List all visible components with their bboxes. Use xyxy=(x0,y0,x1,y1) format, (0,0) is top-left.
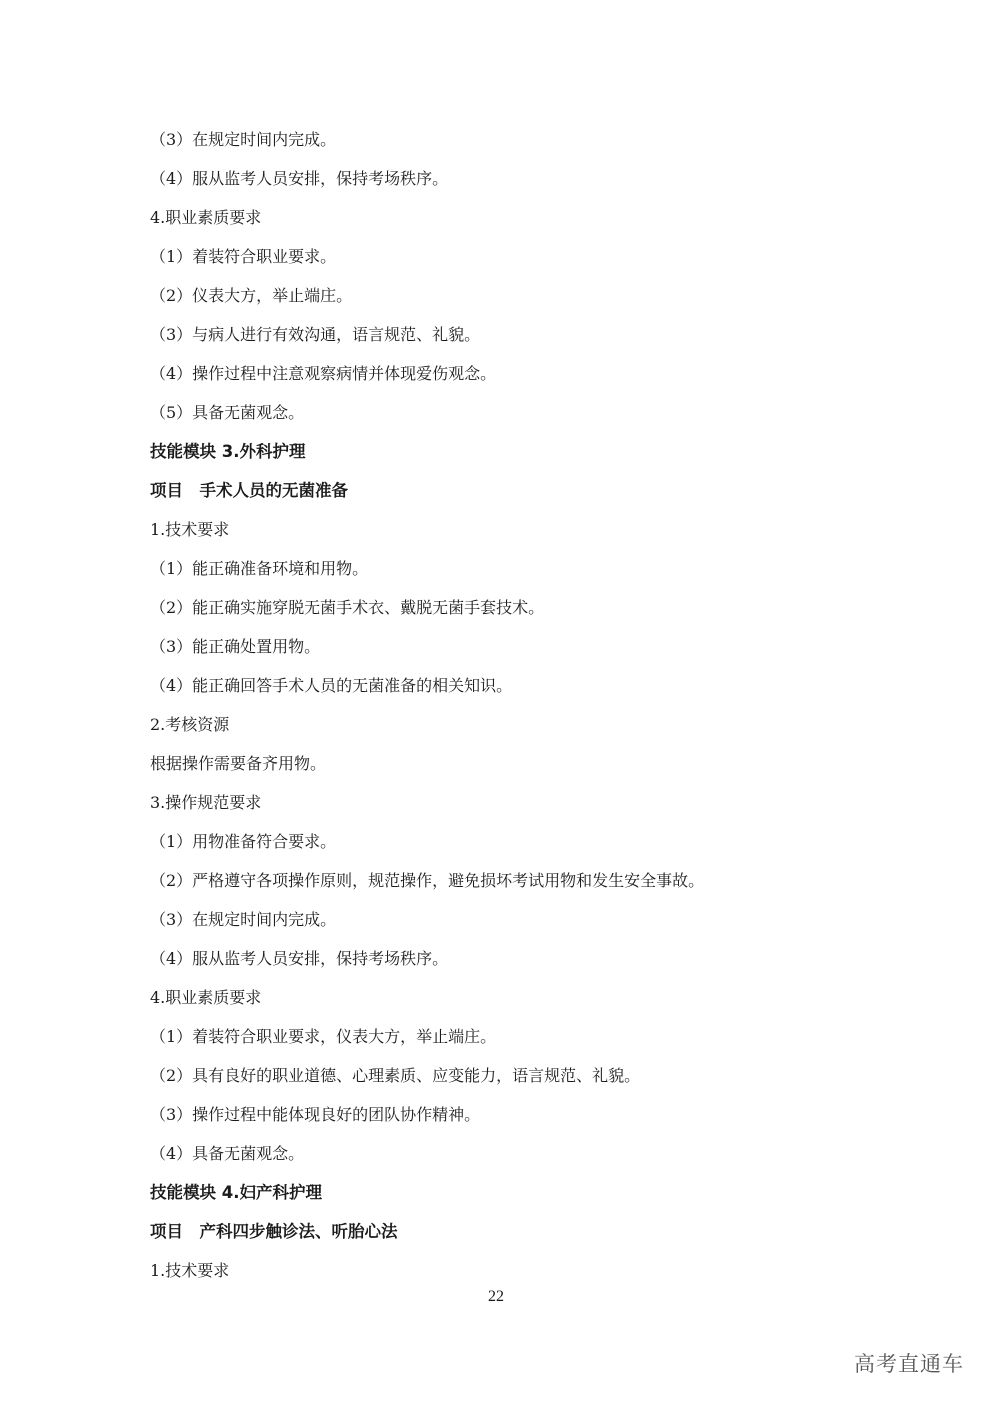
list-item: （2）能正确实施穿脱无菌手术衣、戴脱无菌手套技术。 xyxy=(150,598,545,617)
page-number: 22 xyxy=(488,1288,504,1305)
list-item: （4）能正确回答手术人员的无菌准备的相关知识。 xyxy=(150,676,513,695)
list-item: （1）用物准备符合要求。 xyxy=(150,832,337,851)
list-item: （4）服从监考人员安排，保持考场秩序。 xyxy=(150,169,449,188)
paragraph: 2.考核资源 xyxy=(150,715,230,734)
list-item: （4）服从监考人员安排，保持考场秩序。 xyxy=(150,949,449,968)
paragraph: 3.操作规范要求 xyxy=(150,793,262,812)
section-heading: 技能模块 4.妇产科护理 xyxy=(150,1183,322,1202)
list-item: （3）操作过程中能体现良好的团队协作精神。 xyxy=(150,1105,481,1124)
list-item: （3）与病人进行有效沟通，语言规范、礼貌。 xyxy=(150,325,481,344)
list-item: （4）操作过程中注意观察病情并体现爱伤观念。 xyxy=(150,364,497,383)
list-item: （2）仪表大方，举止端庄。 xyxy=(150,286,353,305)
list-item: （2）具有良好的职业道德、心理素质、应变能力，语言规范、礼貌。 xyxy=(150,1066,641,1085)
paragraph: 根据操作需要备齐用物。 xyxy=(150,754,327,773)
section-heading: 技能模块 3.外科护理 xyxy=(150,442,306,461)
list-item: （3）在规定时间内完成。 xyxy=(150,130,337,149)
list-item: （3）在规定时间内完成。 xyxy=(150,910,337,929)
list-item: （2）严格遵守各项操作原则，规范操作，避免损坏考试用物和发生安全事故。 xyxy=(150,871,705,890)
list-item: （5）具备无菌观念。 xyxy=(150,403,305,422)
paragraph: 4.职业素质要求 xyxy=(150,208,262,227)
paragraph: 1.技术要求 xyxy=(150,520,230,539)
list-item: （1）着装符合职业要求，仪表大方，举止端庄。 xyxy=(150,1027,497,1046)
section-heading: 项目 产科四步触诊法、听胎心法 xyxy=(150,1222,398,1241)
paragraph: 1.技术要求 xyxy=(150,1261,230,1280)
list-item: （4）具备无菌观念。 xyxy=(150,1144,305,1163)
watermark: 高考直通车 xyxy=(854,1352,964,1376)
list-item: （1）着装符合职业要求。 xyxy=(150,247,337,266)
list-item: （1）能正确准备环境和用物。 xyxy=(150,559,369,578)
paragraph: 4.职业素质要求 xyxy=(150,988,262,1007)
list-item: （3）能正确处置用物。 xyxy=(150,637,321,656)
section-heading: 项目 手术人员的无菌准备 xyxy=(150,481,348,500)
document-body xyxy=(150,120,850,1290)
